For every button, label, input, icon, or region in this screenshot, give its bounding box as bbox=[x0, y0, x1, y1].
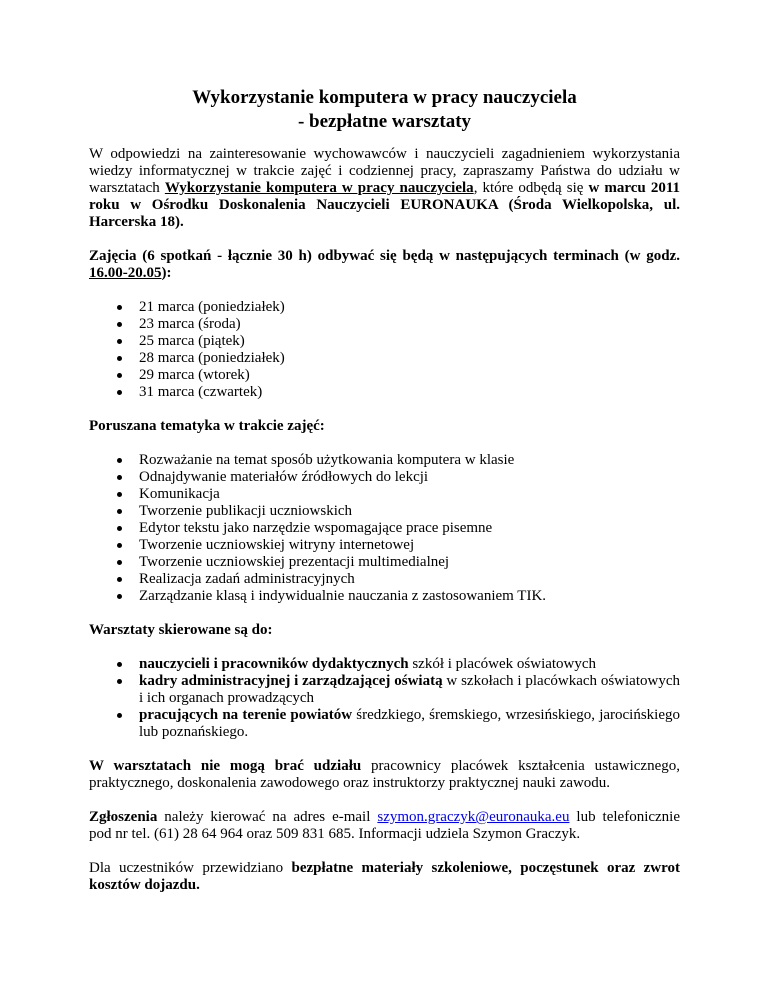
schedule-hours: 16.00-20.05 bbox=[89, 265, 162, 281]
schedule-date: 25 marca (piątek) bbox=[139, 333, 245, 349]
list-item bbox=[89, 707, 680, 741]
registration-text-1: należy kierować na adres e-mail bbox=[157, 809, 378, 825]
registration-text-2: lub telefonicznie pod nr tel. (61) 28 64 964 oraz 509 831 685. Informacji udziela Szymon Graczyk. bbox=[89, 809, 681, 842]
bullet-icon bbox=[117, 390, 122, 395]
audience-item bbox=[139, 656, 680, 673]
list-item bbox=[89, 503, 680, 520]
list-item bbox=[89, 350, 680, 367]
audience-item-rest: szkół i placówek oświatowych bbox=[408, 656, 597, 672]
list-item bbox=[89, 588, 680, 605]
audience-list bbox=[89, 656, 680, 741]
schedule-date: 21 marca (poniedziałek) bbox=[139, 299, 285, 315]
schedule-date: 29 marca (wtorek) bbox=[139, 367, 250, 383]
list-item bbox=[89, 520, 680, 537]
bullet-icon bbox=[117, 713, 122, 718]
audience-item bbox=[139, 673, 680, 707]
intro-text-1: W odpowiedzi na zainteresowanie wychowawców i nauczycieli zagadnieniem wykorzystania wiedzy informatycznej w trakcie zajęć i codziennej pracy, zapraszamy Państwa do udziału w warsztatach bbox=[89, 146, 680, 196]
document-title bbox=[89, 86, 680, 134]
topics-heading: Poruszana tematyka w trakcie zajęć: bbox=[89, 418, 325, 434]
bullet-icon bbox=[117, 662, 122, 667]
audience-item bbox=[139, 707, 680, 741]
bullet-icon bbox=[117, 356, 122, 361]
topic-item: Tworzenie uczniowskiej prezentacji multimedialnej bbox=[139, 554, 450, 570]
workshop-name: Wykorzystanie komputera w pracy nauczyciela bbox=[164, 180, 474, 196]
list-item bbox=[89, 333, 680, 350]
bullet-icon bbox=[117, 492, 122, 497]
date-location: w marcu 2011 roku w Ośrodku Doskonalenia Nauczycieli EURONAUKA (Środa Wielkopolska, ul. Harcerska 18). bbox=[89, 180, 680, 230]
bullet-icon bbox=[117, 679, 122, 684]
list-item bbox=[89, 554, 680, 571]
bullet-icon bbox=[117, 475, 122, 480]
schedule-dates-list bbox=[89, 299, 680, 401]
topic-item: Odnajdywanie materiałów źródłowych do lekcji bbox=[139, 469, 429, 485]
list-item bbox=[89, 316, 680, 333]
list-item bbox=[89, 469, 680, 486]
exclusion-text: pracownicy placówek kształcenia ustawicznego, praktycznego, doskonalenia zawodowego oraz instruktorzy praktycznej nauki zawodu. bbox=[89, 758, 680, 791]
topic-item: Zarządzanie klasą i indywidualnie nauczania z zastosowaniem TIK. bbox=[139, 588, 547, 604]
registration-paragraph bbox=[89, 809, 680, 843]
bullet-icon bbox=[117, 339, 122, 344]
audience-item-bold: kadry administracyjnej i zarządzającej oświatą bbox=[139, 673, 443, 689]
bullet-icon bbox=[117, 458, 122, 463]
schedule-date: 31 marca (czwartek) bbox=[139, 384, 263, 400]
topic-item: Tworzenie uczniowskiej witryny internetowej bbox=[139, 537, 415, 553]
topic-item: Rozważanie na temat sposób użytkowania komputera w klasie bbox=[139, 452, 515, 468]
bullet-icon bbox=[117, 577, 122, 582]
registration-bold: Zgłoszenia bbox=[89, 809, 158, 825]
intro-text-2: , które odbędą się bbox=[473, 180, 589, 196]
list-item bbox=[89, 571, 680, 588]
topic-item: Komunikacja bbox=[139, 486, 220, 502]
bullet-icon bbox=[117, 373, 122, 378]
schedule-date: 28 marca (poniedziałek) bbox=[139, 350, 285, 366]
topic-item: Realizacja zadań administracyjnych bbox=[139, 571, 355, 587]
benefits-text: Dla uczestników przewidziano bbox=[89, 860, 292, 876]
bullet-icon bbox=[117, 594, 122, 599]
email-link[interactable]: szymon.graczyk@euronauka.eu bbox=[377, 809, 570, 825]
benefits-paragraph bbox=[89, 860, 680, 894]
audience-heading: Warsztaty skierowane są do: bbox=[89, 622, 273, 638]
schedule-heading-end: ): bbox=[161, 265, 172, 281]
exclusion-bold: W warsztatach nie mogą brać udziału bbox=[89, 758, 362, 774]
list-item bbox=[89, 486, 680, 503]
list-item bbox=[89, 656, 680, 673]
title-line-1: Wykorzystanie komputera w pracy nauczyciela bbox=[192, 87, 577, 108]
list-item bbox=[89, 673, 680, 707]
audience-item-bold: pracujących na terenie powiatów bbox=[139, 707, 353, 723]
bullet-icon bbox=[117, 322, 122, 327]
bullet-icon bbox=[117, 543, 122, 548]
topic-item: Tworzenie publikacji uczniowskich bbox=[139, 503, 353, 519]
exclusion-paragraph bbox=[89, 758, 680, 792]
topics-list bbox=[89, 452, 680, 605]
audience-item-bold: nauczycieli i pracowników dydaktycznych bbox=[139, 656, 409, 672]
audience-item-rest: średzkiego, śremskiego, wrzesińskiego, jarocińskiego lub poznańskiego. bbox=[139, 707, 680, 740]
bullet-icon bbox=[117, 305, 122, 310]
schedule-heading-text: Zajęcia (6 spotkań - łącznie 30 h) odbywać się będą w następujących terminach (w godz. bbox=[89, 248, 680, 264]
list-item bbox=[89, 384, 680, 401]
schedule-date: 23 marca (środa) bbox=[139, 316, 241, 332]
list-item bbox=[89, 299, 680, 316]
list-item bbox=[89, 537, 680, 554]
bullet-icon bbox=[117, 509, 122, 514]
list-item bbox=[89, 367, 680, 384]
title-line-2: - bezpłatne warsztaty bbox=[297, 111, 472, 132]
schedule-heading bbox=[89, 248, 680, 282]
bullet-icon bbox=[117, 526, 122, 531]
benefits-bold: bezpłatne materiały szkoleniowe, poczęstunek oraz zwrot kosztów dojazdu. bbox=[89, 860, 680, 893]
topic-item: Edytor tekstu jako narzędzie wspomagające prace pisemne bbox=[139, 520, 493, 536]
list-item bbox=[89, 452, 680, 469]
bullet-icon bbox=[117, 560, 122, 565]
intro-paragraph bbox=[89, 146, 680, 231]
audience-item-rest: w szkołach i placówkach oświatowych i ich organach prowadzących bbox=[139, 673, 680, 706]
